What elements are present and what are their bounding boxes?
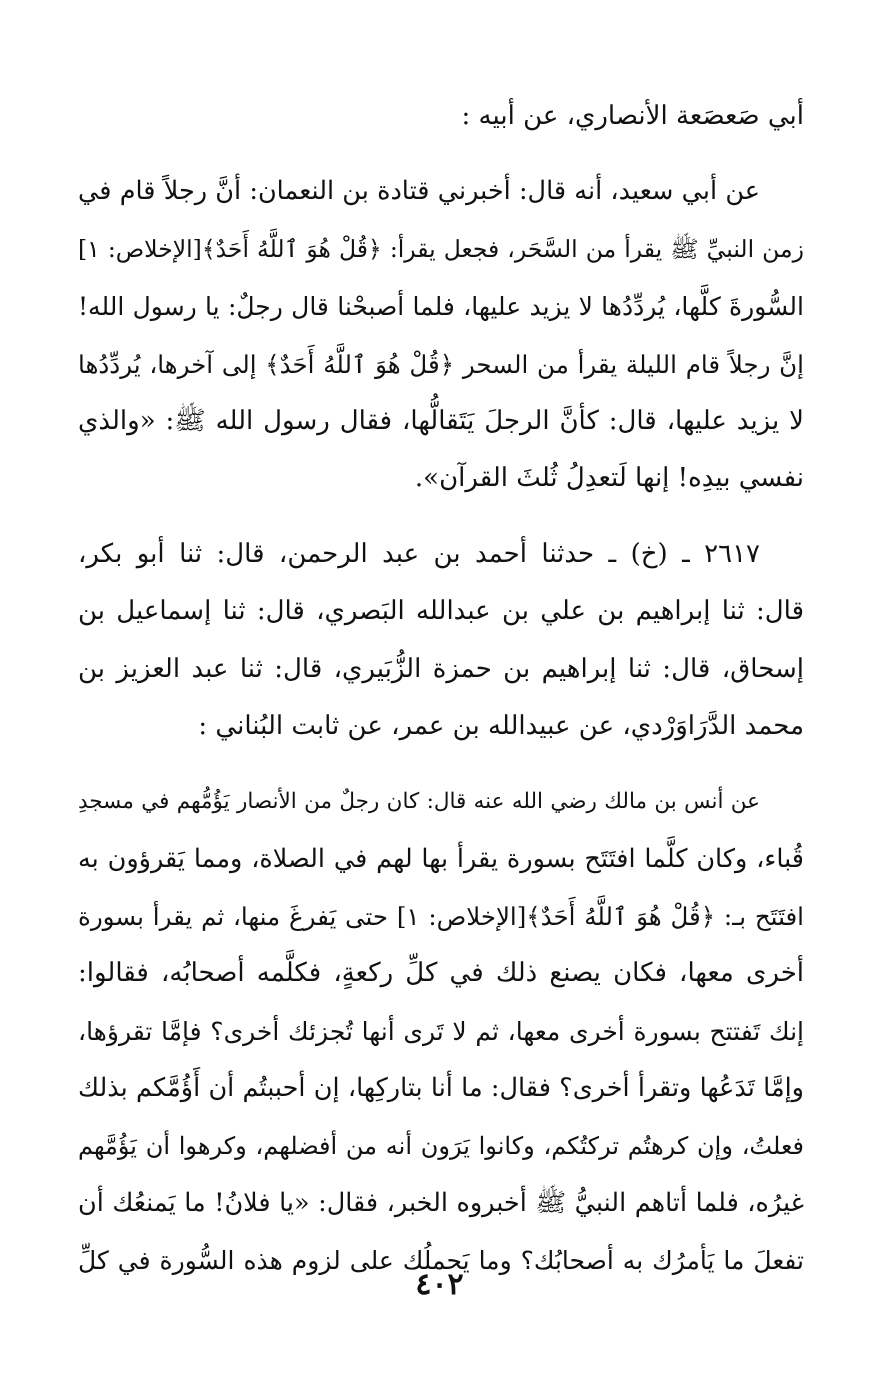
text-line: السُّورةَ كلَّها، يُردِّدُها لا يزيد عليها، فلما أصبحْنا قال رجلٌ: يا رسول الله! — [78, 292, 804, 322]
text-line: محمد الدَّرَاوَرْدي، عن عبيدالله بن عمر، عن ثابت البُناني : — [198, 710, 804, 741]
text-line: افتَتَح بـ: ﴿قُلْ هُوَ ٱللَّهُ أَحَدٌ﴾[الإخلاص: ١] حتى يَفرغَ منها، ثم يقرأ بسورة — [78, 902, 804, 932]
page-body — [78, 88, 804, 1308]
text-line: أبي صَعصَعة الأنصاري، عن أبيه : — [461, 101, 804, 131]
text-line: إنك تَفتتح بسورة أخرى معها، ثم لا تَرى أنها تُجزئك أخرى؟ فإمَّا تقرؤها، — [78, 1016, 804, 1046]
page-number: ٤٠٢ — [415, 1267, 464, 1302]
paragraph-isnad-2617 — [78, 526, 804, 756]
paragraph-chain-end — [78, 88, 804, 145]
text-line: قُباء، وكان كلَّما افتَتَح بسورة يقرأ بها لهم في الصلاة، ومما يَقرؤون به — [78, 843, 804, 874]
text-line: إنَّ رجلاً قام الليلة يقرأ من السحر ﴿قُلْ هُوَ ٱللَّهُ أَحَدٌ﴾ إلى آخرها، يُردِّدُها — [78, 349, 804, 379]
text-line: غيرُه، فلما أتاهم النبيُّ ﷺ أخبروه الخبر، فقال: «يا فلانُ! ما يَمنعُك أن — [78, 1188, 804, 1219]
text-line: قال: ثنا إبراهيم بن علي بن عبدالله البَصري، قال: ثنا إسماعيل بن — [78, 596, 804, 627]
text-line: عن أنس بن مالك رضي الله عنه قال: كان رجلٌ من الأنصار يَؤُمُّهم في مسجدِ — [78, 789, 760, 815]
text-line: لا يزيد عليها، قال: كأنَّ الرجلَ يَتَقالُّها، فقال رسول الله ﷺ: «والذي — [78, 405, 804, 436]
paragraph-hadith-anas — [78, 773, 804, 1290]
text-line: زمن النبيِّ ﷺ يقرأ من السَّحَر، فجعل يقرأ: ﴿قُلْ هُوَ ٱللَّهُ أَحَدٌ﴾[الإخلاص: ١] — [78, 234, 804, 263]
text-line: أخرى معها، فكان يصنع ذلك في كلِّ ركعةٍ، فكلَّمه أصحابُه، فقالوا: — [78, 958, 804, 989]
text-line: وإمَّا تَدَعُها وتقرأ أخرى؟ فقال: ما أنا بتاركِها، إن أحببتُم أن أَؤُمَّكم بذلك — [78, 1073, 804, 1104]
text-line: نفسي بيدِه! إنها لَتعدِلُ ثُلثَ القرآن». — [414, 463, 804, 494]
text-line: تفعلَ ما يَأمرُك به أصحابُك؟ وما يَحملُك على لزوم هذه السُّورة في كلِّ — [78, 1246, 804, 1276]
text-line: فعلتُ، وإن كرهتُم تركتُكم، وكانوا يَرَون أنه من أفضلهم، وكرهوا أن يَؤُمَّهم — [78, 1131, 804, 1160]
paragraph-hadith-text — [78, 163, 804, 507]
text-line: إسحاق، قال: ثنا إبراهيم بن حمزة الزُّبَيري، قال: ثنا عبد العزيز بن — [78, 653, 804, 684]
text-line: عن أبي سعيد، أنه قال: أخبرني قتادة بن النعمان: أنَّ رجلاً قام في — [78, 176, 760, 207]
text-line: ٢٦١٧ ـ (خ) ـ حدثنا أحمد بن عبد الرحمن، قال: ثنا أبو بكر، — [78, 538, 760, 569]
